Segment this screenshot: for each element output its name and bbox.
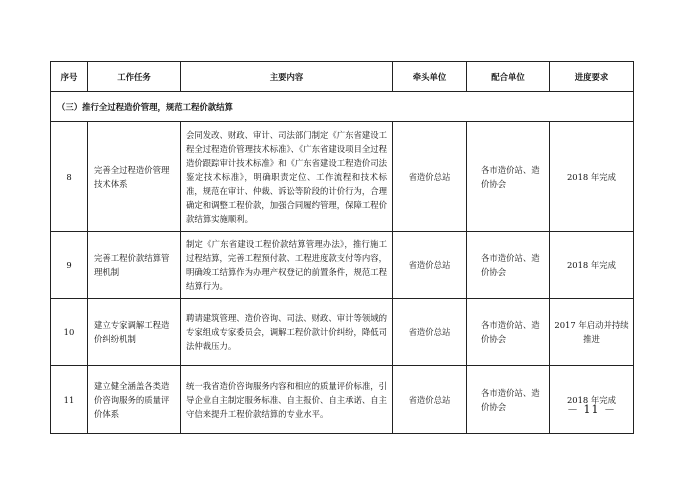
row-task: 建立专家调解工程造价纠纷机制: [88, 299, 181, 366]
row-task: 完善工程价款结算管理机制: [88, 232, 181, 299]
header-lead-unit: 牵头单位: [393, 62, 467, 92]
row-content: 制定《广东省建设工程价款结算管理办法》，推行施工过程结算，完善工程预付款、工程进度款支付等内容，明确竣工结算作为办理产权登记的前置条件，规范工程结算行为。: [181, 232, 393, 299]
row-coop-unit: 各市造价站、造价协会: [467, 122, 550, 232]
header-schedule: 进度要求: [550, 62, 634, 92]
row-task: 完善全过程造价管理技术体系: [88, 122, 181, 232]
row-index: 10: [51, 299, 88, 366]
row-coop-unit: 各市造价站、造价协会: [467, 232, 550, 299]
row-schedule: 2018 年完成: [550, 122, 634, 232]
row-lead-unit: 省造价总站: [393, 366, 467, 434]
row-task: 建立健全涵盖各类造价咨询服务的质量评价体系: [88, 366, 181, 434]
row-schedule: 2018 年完成: [550, 232, 634, 299]
row-index: 9: [51, 232, 88, 299]
row-lead-unit: 省造价总站: [393, 232, 467, 299]
row-content: 聘请建筑管理、造价咨询、司法、财政、审计等领域的专家组成专家委员会，调解工程价款计价纠纷，降低司法仲裁压力。: [181, 299, 393, 366]
row-coop-unit: 各市造价站、造价协会: [467, 366, 550, 434]
page-number: － 11 －: [567, 403, 616, 416]
row-coop-unit: 各市造价站、造价协会: [467, 299, 550, 366]
row-content: 统一我省造价咨询服务内容和相应的质量评价标准，引导企业自主制定服务标准、自主报价、自主承诺、自主守信来提升工程价款结算的专业水平。: [181, 366, 393, 434]
section-title: （三）推行全过程造价管理，规范工程价款结算: [51, 92, 634, 122]
row-index: 8: [51, 122, 88, 232]
header-task: 工作任务: [88, 62, 181, 92]
row-lead-unit: 省造价总站: [393, 122, 467, 232]
row-content: 会同发改、财政、审计、司法部门制定《广东省建设工程全过程造价管理技术标准》、《广东省建设项目全过程造价跟踪审计技术标准》和《广东省建设工程造价司法鉴定技术标准》，明确职责定位、工作流程和技术标准，规范在审计、仲裁、诉讼等阶段的计价行为，合理确定和调整工程价款，加强合同履约管理，保障工程价款结算实施顺利。: [181, 122, 393, 232]
table-row: [51, 366, 634, 434]
table-row: [51, 122, 634, 232]
table-row: [51, 299, 634, 366]
row-lead-unit: 省造价总站: [393, 299, 467, 366]
table-header-row: [51, 62, 634, 92]
table-row: [51, 232, 634, 299]
header-content: 主要内容: [181, 62, 393, 92]
header-coop-unit: 配合单位: [467, 62, 550, 92]
task-table: [50, 61, 634, 434]
row-schedule: 2017 年启动并持续推进: [550, 299, 634, 366]
row-schedule: 2018 年完成: [550, 366, 634, 434]
row-index: 11: [51, 366, 88, 434]
section-row: [51, 92, 634, 122]
header-index: 序号: [51, 62, 88, 92]
